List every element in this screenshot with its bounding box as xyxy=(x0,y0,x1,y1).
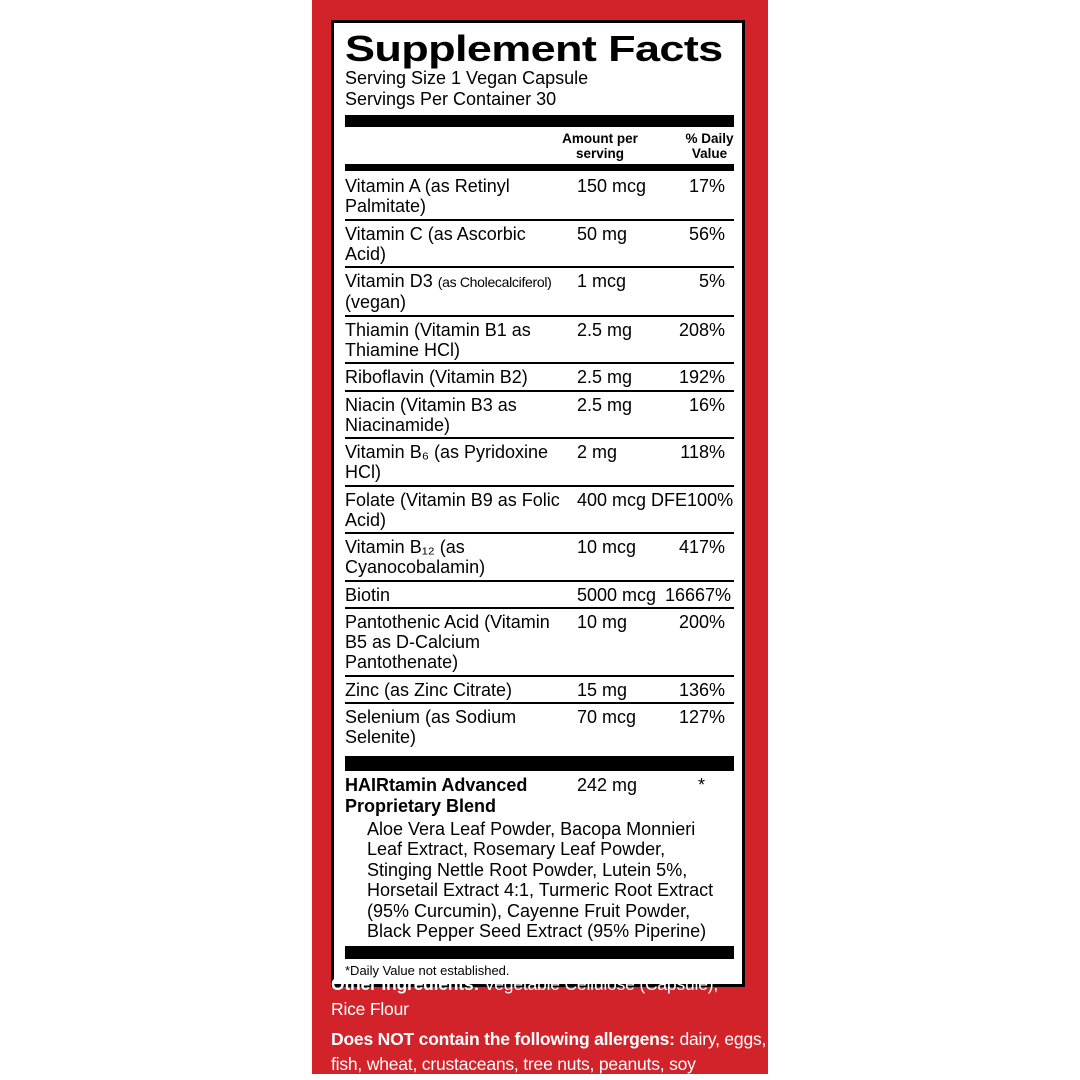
ingredient-dv: 200% xyxy=(678,612,725,632)
ingredient-amount: 2 mg xyxy=(577,442,618,462)
ingredient-name: Selenium (as Sodium Selenite) xyxy=(345,707,517,747)
servings-per-container: Servings Per Container 30 xyxy=(345,89,557,109)
supplement-rows xyxy=(345,173,734,750)
ingredient-dv: 136% xyxy=(678,679,725,700)
ingredient-amount: 2.5 mg xyxy=(577,367,633,387)
ingredient-amount: 150 mcg xyxy=(577,176,647,196)
allergens-paragraph xyxy=(331,1027,773,1077)
supplement-row xyxy=(345,607,734,675)
ingredient-name: Pantothenic Acid (Vitamin B5 as D-Calcium Pantothenate) xyxy=(345,612,550,672)
ingredient-dv: 16667% xyxy=(665,584,732,605)
allergens-label: Does NOT contain the following allergens: xyxy=(331,1029,675,1049)
ingredient-amount: 400 mcg DFE xyxy=(577,489,688,510)
supplement-row xyxy=(345,580,734,608)
supplement-row xyxy=(345,362,734,390)
blend-row xyxy=(345,771,734,817)
bottom-bar xyxy=(345,946,734,959)
ingredient-dv: 100% xyxy=(687,489,734,510)
divider-bar-medium xyxy=(345,164,734,171)
ingredient-dv: 118% xyxy=(680,442,725,462)
dv-header-line2: Value xyxy=(691,146,728,161)
divider-bar-thick xyxy=(345,115,734,127)
column-header-spacer xyxy=(345,131,515,161)
daily-value-footnote: *Daily Value not established. xyxy=(345,962,510,978)
amount-header-line1: Amount per xyxy=(562,131,638,146)
supplement-row xyxy=(345,315,734,363)
other-ingredients-text: Vegetable Cellulose (Capsule), Rice Flour xyxy=(331,974,719,1019)
ingredient-amount: 2.5 mg xyxy=(577,319,633,340)
ingredient-amount: 50 mg xyxy=(577,223,628,244)
ingredient-dv: 5% xyxy=(698,271,725,291)
supplement-facts-title xyxy=(345,28,734,68)
column-headers xyxy=(345,131,734,161)
supplement-row xyxy=(345,675,734,703)
supplement-row xyxy=(345,437,734,485)
ingredient-amount: 5000 mcg xyxy=(577,584,657,605)
allergens-text: dairy, eggs, fish, wheat, crustaceans, tree nuts, peanuts, soy xyxy=(331,1029,767,1074)
daily-value-column-header xyxy=(685,131,734,161)
ingredient-name: Riboflavin (Vitamin B2) xyxy=(345,367,528,387)
ingredient-name: Vitamin B₆ (as Pyridoxine HCl) xyxy=(345,442,549,482)
supplement-facts-panel xyxy=(331,20,745,987)
dv-header-line1: % Daily xyxy=(685,131,734,146)
amount-header-line2: serving xyxy=(575,146,625,161)
blend-section-bar xyxy=(345,756,734,771)
ingredient-dv: 208% xyxy=(678,319,725,340)
ingredient-name: Vitamin B₁₂ (as Cyanocobalamin) xyxy=(345,537,486,577)
supplement-row xyxy=(345,390,734,438)
blend-name: HAIRtamin Advanced Proprietary Blend xyxy=(345,774,528,816)
supplement-row xyxy=(345,702,734,750)
ingredient-name: Biotin xyxy=(345,584,391,605)
label-footer xyxy=(331,972,773,1077)
supplement-facts-title-text: Supplement Facts xyxy=(345,28,723,69)
amount-column-header xyxy=(515,131,685,161)
ingredient-name: Folate (Vitamin B9 as Folic Acid) xyxy=(345,489,560,530)
ingredient-amount: 1 mcg xyxy=(577,271,627,291)
blend-amount: 242 mg xyxy=(577,774,638,795)
ingredient-amount: 10 mg xyxy=(577,612,628,632)
supplement-row xyxy=(345,173,734,219)
supplement-row xyxy=(345,266,734,315)
ingredient-dv: 192% xyxy=(678,367,725,387)
ingredient-name: Thiamin (Vitamin B1 as Thiamine HCl) xyxy=(345,319,531,360)
ingredient-dv: 127% xyxy=(678,707,725,727)
ingredient-dv: 417% xyxy=(678,537,725,557)
supplement-row xyxy=(345,532,734,580)
ingredient-name: Vitamin A (as Retinyl Palmitate) xyxy=(345,176,510,216)
serving-size: Serving Size 1 Vegan Capsule xyxy=(345,68,589,88)
supplement-row xyxy=(345,219,734,267)
ingredient-name: Zinc (as Zinc Citrate) xyxy=(345,679,513,700)
ingredient-dv: 56% xyxy=(688,223,725,244)
ingredient-name: Vitamin C (as Ascorbic Acid) xyxy=(345,223,526,264)
blend-ingredients: Aloe Vera Leaf Powder, Bacopa Monnieri Leaf Extract, Rosemary Leaf Powder, Stinging Nettle Root Powder, Lutein 5%, Horsetail Extract 4:1, Turmeric Root Extract (95% Curcumin), Cayenne Fruit Powder, Black Pepper Seed Extract (95% Piperine) xyxy=(367,818,714,941)
ingredient-amount: 10 mcg xyxy=(577,537,637,557)
ingredient-amount: 15 mg xyxy=(577,679,628,700)
blend-dv-asterisk: * xyxy=(697,774,705,795)
ingredient-dv: 16% xyxy=(688,394,725,415)
supplement-row xyxy=(345,485,734,533)
other-ingredients-label: Other Ingredients: xyxy=(331,974,480,994)
ingredient-amount: 70 mcg xyxy=(577,707,637,727)
ingredient-amount: 2.5 mg xyxy=(577,394,633,415)
other-ingredients-paragraph xyxy=(331,972,731,1022)
ingredient-name: Niacin (Vitamin B3 as Niacinamide) xyxy=(345,394,517,435)
ingredient-name: Vitamin D3 (as Cholecalciferol) (vegan) xyxy=(345,271,552,312)
ingredient-dv: 17% xyxy=(688,176,725,196)
